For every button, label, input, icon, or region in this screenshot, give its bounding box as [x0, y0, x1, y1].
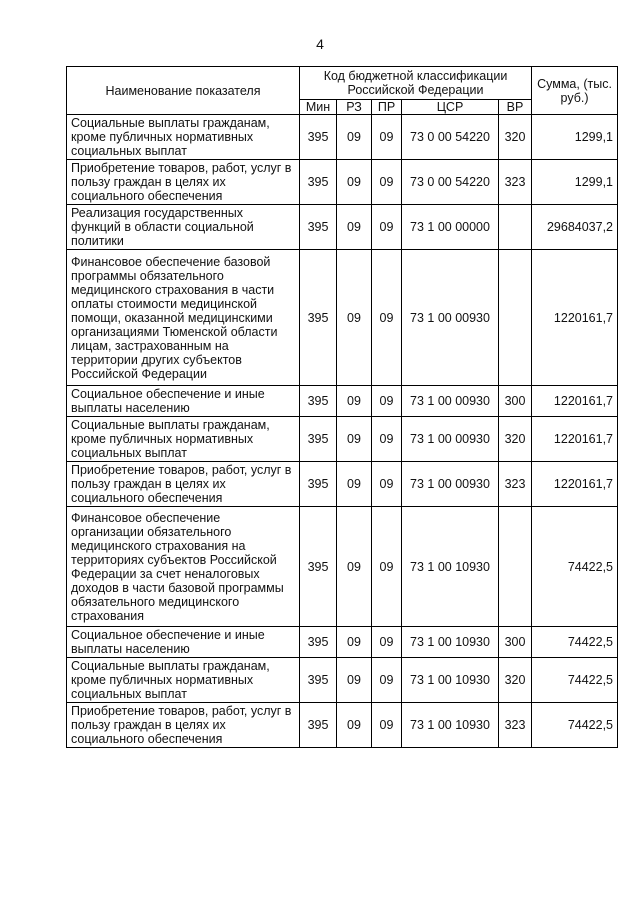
header-rz: РЗ — [337, 100, 372, 115]
cell-name: Приобретение товаров, работ, услуг в пользу граждан в целях их социального обеспечения — [67, 462, 300, 507]
cell-pr: 09 — [372, 160, 402, 205]
cell-csr: 73 1 00 00930 — [402, 417, 499, 462]
table-row — [67, 703, 618, 748]
cell-min: 395 — [300, 627, 337, 658]
cell-pr: 09 — [372, 627, 402, 658]
cell-min: 395 — [300, 462, 337, 507]
cell-name: Социальные выплаты гражданам, кроме публичных нормативных социальных выплат — [67, 417, 300, 462]
cell-sum: 1299,1 — [532, 160, 618, 205]
table-row — [67, 507, 618, 627]
cell-csr: 73 1 00 10930 — [402, 703, 499, 748]
cell-sum: 1299,1 — [532, 115, 618, 160]
cell-sum: 1220161,7 — [532, 462, 618, 507]
table-row — [67, 417, 618, 462]
cell-min: 395 — [300, 703, 337, 748]
cell-min: 395 — [300, 250, 337, 386]
cell-csr: 73 0 00 54220 — [402, 115, 499, 160]
cell-pr: 09 — [372, 386, 402, 417]
table-row — [67, 462, 618, 507]
cell-pr: 09 — [372, 205, 402, 250]
cell-min: 395 — [300, 160, 337, 205]
budget-table — [66, 66, 618, 748]
cell-sum: 74422,5 — [532, 703, 618, 748]
table-row — [67, 160, 618, 205]
cell-sum: 29684037,2 — [532, 205, 618, 250]
cell-name: Реализация государственных функций в области социальной политики — [67, 205, 300, 250]
cell-min: 395 — [300, 507, 337, 627]
cell-rz: 09 — [337, 658, 372, 703]
cell-csr: 73 0 00 54220 — [402, 160, 499, 205]
cell-pr: 09 — [372, 703, 402, 748]
cell-rz: 09 — [337, 160, 372, 205]
cell-sum: 1220161,7 — [532, 250, 618, 386]
table-body — [67, 115, 618, 748]
cell-name: Приобретение товаров, работ, услуг в пользу граждан в целях их социального обеспечения — [67, 703, 300, 748]
cell-vr — [499, 250, 532, 386]
header-sum: Сумма, (тыс. руб.) — [532, 67, 618, 115]
cell-vr: 320 — [499, 658, 532, 703]
cell-pr: 09 — [372, 417, 402, 462]
cell-rz: 09 — [337, 250, 372, 386]
cell-vr — [499, 205, 532, 250]
header-csr: ЦСР — [402, 100, 499, 115]
cell-csr: 73 1 00 10930 — [402, 658, 499, 703]
cell-pr: 09 — [372, 507, 402, 627]
cell-csr: 73 1 00 10930 — [402, 507, 499, 627]
cell-rz: 09 — [337, 205, 372, 250]
cell-vr: 320 — [499, 115, 532, 160]
cell-csr: 73 1 00 00000 — [402, 205, 499, 250]
header-min: Мин — [300, 100, 337, 115]
cell-vr: 300 — [499, 627, 532, 658]
cell-min: 395 — [300, 205, 337, 250]
cell-rz: 09 — [337, 507, 372, 627]
page-number: 4 — [316, 36, 324, 52]
cell-pr: 09 — [372, 658, 402, 703]
table-row — [67, 627, 618, 658]
header-pr: ПР — [372, 100, 402, 115]
cell-sum: 74422,5 — [532, 507, 618, 627]
cell-rz: 09 — [337, 417, 372, 462]
cell-rz: 09 — [337, 462, 372, 507]
table-row — [67, 115, 618, 160]
cell-sum: 1220161,7 — [532, 417, 618, 462]
cell-name: Приобретение товаров, работ, услуг в пользу граждан в целях их социального обеспечения — [67, 160, 300, 205]
cell-csr: 73 1 00 00930 — [402, 386, 499, 417]
cell-sum: 1220161,7 — [532, 386, 618, 417]
table-row — [67, 658, 618, 703]
cell-vr: 300 — [499, 386, 532, 417]
cell-min: 395 — [300, 386, 337, 417]
cell-name: Финансовое обеспечение организации обязательного медицинского страхования на территориях субъектов Российской Федерации за счет неналоговых доходов в части базовой программы обязательного медицинского страхования — [67, 507, 300, 627]
header-vr: ВР — [499, 100, 532, 115]
cell-csr: 73 1 00 10930 — [402, 627, 499, 658]
table-row — [67, 386, 618, 417]
cell-vr: 323 — [499, 462, 532, 507]
cell-name: Социальное обеспечение и иные выплаты населению — [67, 627, 300, 658]
cell-min: 395 — [300, 658, 337, 703]
cell-sum: 74422,5 — [532, 658, 618, 703]
cell-vr: 320 — [499, 417, 532, 462]
cell-pr: 09 — [372, 462, 402, 507]
cell-name: Социальное обеспечение и иные выплаты населению — [67, 386, 300, 417]
header-name: Наименование показателя — [67, 67, 300, 115]
header-code-group: Код бюджетной классификации Российской Федерации — [300, 67, 532, 100]
cell-vr: 323 — [499, 703, 532, 748]
cell-name: Социальные выплаты гражданам, кроме публичных нормативных социальных выплат — [67, 658, 300, 703]
cell-name: Социальные выплаты гражданам, кроме публичных нормативных социальных выплат — [67, 115, 300, 160]
table-row — [67, 205, 618, 250]
cell-csr: 73 1 00 00930 — [402, 462, 499, 507]
cell-rz: 09 — [337, 703, 372, 748]
cell-sum: 74422,5 — [532, 627, 618, 658]
cell-pr: 09 — [372, 115, 402, 160]
cell-pr: 09 — [372, 250, 402, 386]
cell-rz: 09 — [337, 627, 372, 658]
cell-min: 395 — [300, 115, 337, 160]
cell-vr — [499, 507, 532, 627]
table-header-row — [67, 67, 618, 100]
cell-min: 395 — [300, 417, 337, 462]
cell-csr: 73 1 00 00930 — [402, 250, 499, 386]
cell-rz: 09 — [337, 115, 372, 160]
cell-rz: 09 — [337, 386, 372, 417]
cell-name: Финансовое обеспечение базовой программы обязательного медицинского страхования в части оплаты стоимости медицинской помощи, оказанной медицинскими организациями Тюменской области лицам, застрахованным на территории других субъектов Российской Федерации — [67, 250, 300, 386]
table-row — [67, 250, 618, 386]
cell-vr: 323 — [499, 160, 532, 205]
